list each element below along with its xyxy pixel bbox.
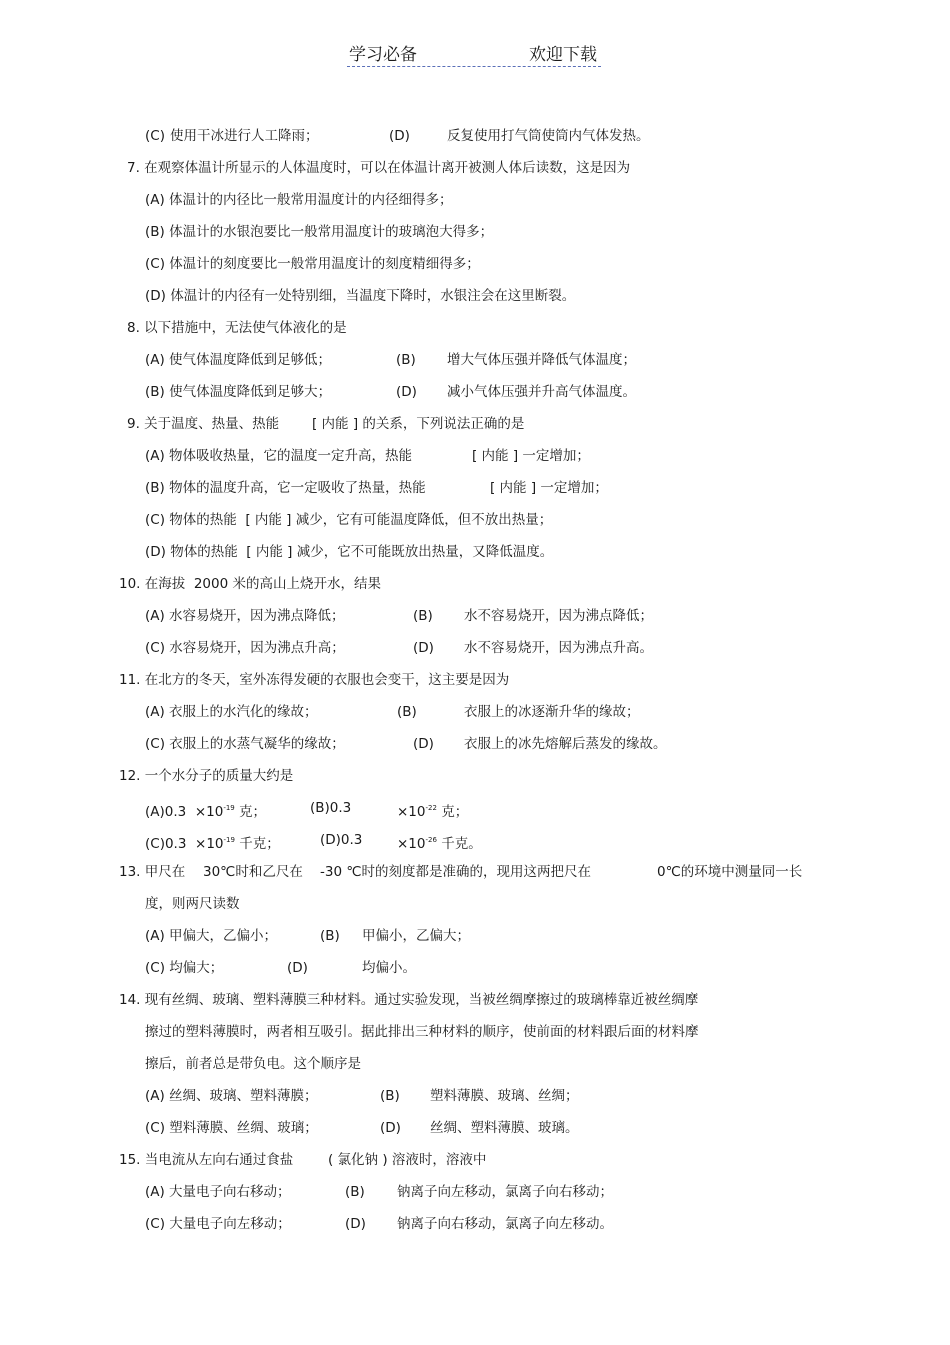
option-a-text: (A) 大量电子向右移动； [145,1184,291,1200]
option-d-label: (D) [287,960,308,976]
stem-part: 15. 当电流从左向右通过食盐 [119,1152,294,1168]
option-d-text: 减小气体压强并升高气体温度。 [447,384,636,400]
option-b-text: 增大气体压强并降低气体温度； [447,352,636,368]
question-8-stem: 8. 以下措施中，无法使气体液化的是 [127,320,347,336]
unit: 克； [234,804,267,820]
option-a-text: (A) 衣服上的水汽化的缘故； [145,704,318,720]
exponent: -22 [425,804,437,812]
option-d-text: 丝绸、塑料薄膜、玻璃。 [430,1120,579,1136]
header-left-text: 学习必备 [349,45,417,65]
option-a-text: (A) 丝绸、玻璃、塑料薄膜； [145,1088,318,1104]
option-b-text [397,799,468,821]
option-d-text [397,831,482,853]
option-b-text: 钠离子向左移动，氯离子向右移动； [397,1184,613,1200]
stem-part: 0℃的环境中测量同一长 [657,864,803,880]
question-14-stem: 14. 现有丝绸、玻璃、塑料薄膜三种材料。通过实验发现，当被丝绸摩擦过的玻璃棒靠近被丝绸摩 [119,992,699,1008]
option-text: (B) 物体的温度升高，它一定吸收了热量，热能 [145,480,426,496]
option-d-label: (D) [413,640,434,656]
option-b-text: 塑料薄膜、玻璃、丝绸； [430,1088,579,1104]
option-d-text: 反复使用打气筒使筒内气体发热。 [447,128,650,144]
question-9-option-c: (C) 物体的热能 [ 内能 ] 减少，它有可能温度降低，但不放出热量； [145,512,553,528]
option-d-text: 衣服上的冰先熔解后蒸发的缘故。 [464,736,667,752]
stem-part: ( 氯化钠 ) 溶液时，溶液中 [328,1152,487,1168]
option-c-text: (C) 塑料薄膜、丝绸、玻璃； [145,1120,318,1136]
option-b-text: 衣服上的冰逐渐升华的缘故； [464,704,640,720]
value: ×10 [397,804,426,820]
option-b-label: (B)0.3 [310,800,352,816]
option-b-label: (B) [345,1184,365,1200]
unit: 千克； [234,836,280,852]
value: (C)0.3 ×10 [145,836,224,852]
option-b-label: (B) [413,608,433,624]
question-14-stem-continued: 擦过的塑料薄膜时，两者相互吸引。据此排出三种材料的顺序，使前面的材料跟后面的材料摩 [145,1024,699,1040]
stem-part: 13. 甲尺在 [119,864,186,880]
option-c-text: (C) 均偏大； [145,960,224,976]
option-a-text: (A) 使气体温度降低到足够低； [145,352,332,368]
option-b-label: (B) [380,1088,400,1104]
question-11-stem: 11. 在北方的冬天，室外冻得发硬的衣服也会变干，这主要是因为 [119,672,510,688]
value: (A)0.3 ×10 [145,804,224,820]
option-b-text: 水不容易烧开，因为沸点降低； [464,608,653,624]
option-b-label: (B) [397,704,417,720]
option-a-text [145,799,266,821]
option-d-label: (D) [345,1216,366,1232]
option-d-label: (D) [413,736,434,752]
option-d-label: (D) [389,128,410,144]
option-a-text: (A) 甲偏大，乙偏小； [145,928,278,944]
option-c-text: (C) [145,128,165,144]
option-b-label: (B) [396,352,416,368]
question-13-stem-continued: 度，则两尺读数 [145,896,240,912]
question-10-stem: 10. 在海拔 2000 米的高山上烧开水，结果 [119,576,381,592]
option-d-text: 水不容易烧开，因为沸点升高。 [464,640,653,656]
question-12-stem: 12. 一个水分子的质量大约是 [119,768,294,784]
option-a-text: (A) 水容易烧开，因为沸点降低； [145,608,345,624]
option-b-label: (B) [320,928,340,944]
question-7-option-b: (B) 体温计的水银泡要比一般常用温度计的玻璃泡大得多； [145,224,494,240]
question-7-option-d: (D) 体温计的内径有一处特别细，当温度下降时，水银注会在这里断裂。 [145,288,576,304]
option-text: [ 内能 ] 一定增加； [490,480,608,496]
option-c-text: (C) 衣服上的水蒸气凝华的缘故； [145,736,345,752]
question-9-option-d: (D) 物体的热能 [ 内能 ] 减少，它不可能既放出热量，又降低温度。 [145,544,554,560]
option-d-text: 钠离子向右移动，氯离子向左移动。 [397,1216,613,1232]
option-c-text: (B) 使气体温度降低到足够大； [145,384,332,400]
question-7-option-a: (A) 体温计的内径比一般常用温度计的内径细得多； [145,192,453,208]
exponent: -26 [425,836,437,844]
stem-part: 30℃时和乙尺在 [203,864,303,880]
option-c-text [145,831,280,853]
option-b-text: 甲偏小，乙偏大； [362,928,470,944]
unit: 克； [436,804,469,820]
question-15-options-cd [0,1215,950,1287]
exponent: -19 [223,836,235,844]
option-d-label: (D) [396,384,417,400]
option-d-label: (D)0.3 [320,832,363,848]
value: ×10 [397,836,426,852]
option-c-text: (C) 水容易烧开，因为沸点升高； [145,640,345,656]
question-14-stem-continued: 擦后，前者总是带负电。这个顺序是 [145,1056,361,1072]
stem-part: [ 内能 ] 的关系，下列说法正确的是 [312,416,525,432]
header-right-text: 欢迎下载 [529,45,597,65]
option-text: (A) 物体吸收热量，它的温度一定升高，热能 [145,448,413,464]
option-c-text: (C) 大量电子向左移动； [145,1216,291,1232]
stem-part: 9. 关于温度、热量、热能 [127,416,280,432]
question-7-stem: 7. 在观察体温计所显示的人体温度时，可以在体温计离开被测人体后读数，这是因为 [127,160,631,176]
option-c-text: 使用干冰进行人工降雨； [170,128,319,144]
option-d-label: (D) [380,1120,401,1136]
exponent: -19 [223,804,235,812]
question-7-option-c: (C) 体温计的刻度要比一般常用温度计的刻度精细得多； [145,256,480,272]
option-text: [ 内能 ] 一定增加； [472,448,590,464]
unit: 千克。 [436,836,482,852]
page-header [347,40,601,67]
option-d-text: 均偏小。 [362,960,416,976]
stem-part: -30 ℃时的刻度都是准确的，现用这两把尺在 [320,864,592,880]
